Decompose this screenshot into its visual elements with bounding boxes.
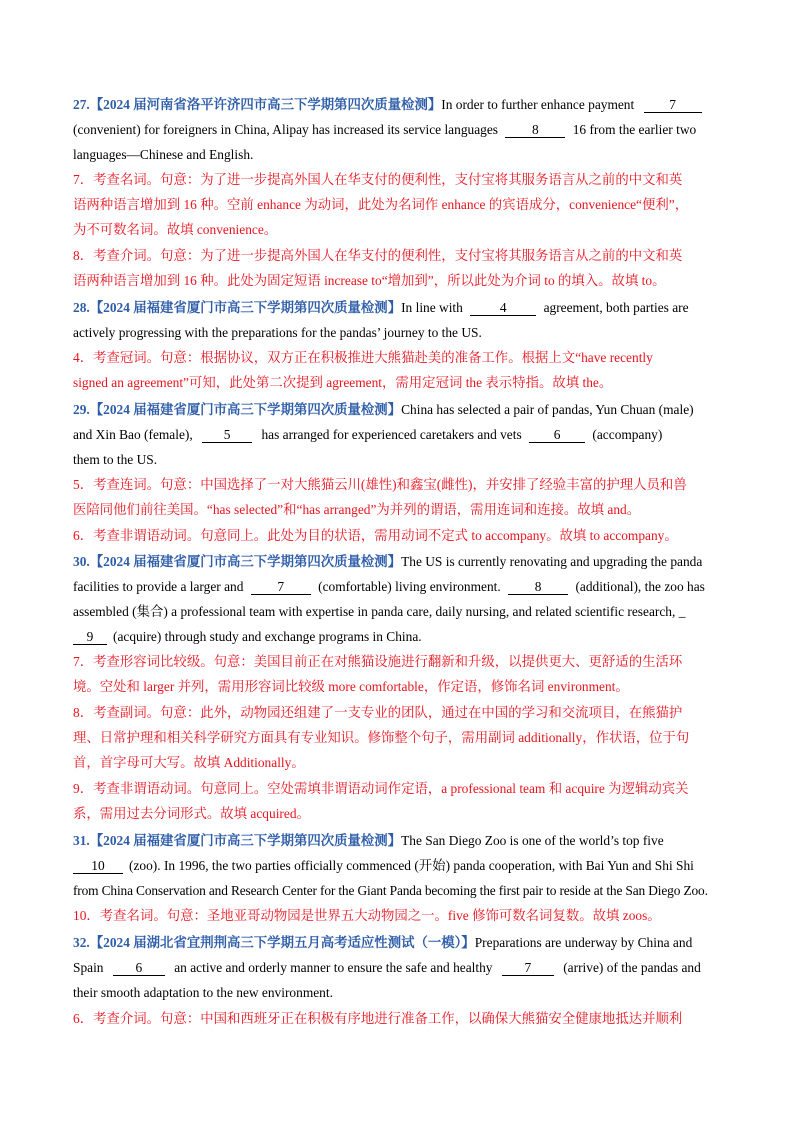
q27-number: 27.: [73, 97, 90, 112]
q27-answer-8-line-2: 语两种语言增加到 16 种。此处为固定短语 increase to“增加到”，所以此处为介词 to 的填入。故填 to。: [73, 273, 666, 288]
q28-answer-4-line-1: 4．考查冠词。句意：根据协议，双方正在积极推进大熊猫赴美的准备工作。根据上文“have recently: [73, 350, 653, 365]
q30-blank-9: 9: [73, 629, 107, 645]
q29-answer-5-line-1: 5．考查连词。句意：中国选择了一对大熊猫云川(雄性)和鑫宝(雌性)，并安排了经验丰富的护理人员和兽: [73, 477, 687, 492]
q27-answer-8-line-1: 8．考查介词。句意：为了进一步提高外国人在华支付的便利性，支付宝将其服务语言从之前的中文和英: [73, 248, 683, 263]
q32-line-2: [73, 959, 701, 977]
q30-underscore: _: [678, 604, 686, 619]
q28-number: 28.: [73, 300, 90, 315]
q30-number: 30.: [73, 554, 90, 569]
q30-line-3: [73, 603, 685, 621]
q29-line-2: [73, 426, 662, 444]
q30-text: (additional), the zoo has: [575, 579, 705, 594]
q27-blank-7: 7: [644, 97, 702, 113]
q31-text: The San Diego Zoo is one of the world’s top five: [401, 833, 664, 848]
q32-text: (arrive) of the pandas and: [563, 960, 701, 975]
q27-line-3: languages—Chinese and English.: [73, 147, 254, 162]
q32-line-3: their smooth adaptation to the new environment.: [73, 985, 333, 1000]
q32-number: 32.: [73, 935, 90, 950]
q28-line-2: actively progressing with the preparations for the pandas’ journey to the US.: [73, 325, 482, 340]
q27-blank-8: 8: [505, 122, 565, 138]
q29-text: and Xin Bao (female),: [73, 427, 193, 442]
q32-answer-6-line-1: 6．考查介词。句意：中国和西班牙正在积极有序地进行准备工作，以确保大熊猫安全健康地抵达并顺利: [73, 1011, 683, 1026]
q27-text: In order to further enhance payment: [441, 97, 635, 112]
q30-source: 【2024 届福建省厦门市高三下学期第四次质量检测】: [89, 554, 402, 569]
q27-line-2: [73, 121, 696, 139]
q27-answer-7-line-1: 7．考查名词。句意：为了进一步提高外国人在华支付的便利性，支付宝将其服务语言从之前的中文和英: [73, 172, 683, 187]
q29-line-1: [73, 401, 694, 419]
q32-blank-7: 7: [502, 960, 554, 976]
q29-text: China has selected a pair of pandas, Yun Chuan (male): [401, 402, 694, 417]
q32-text: an active and orderly manner to ensure the safe and healthy: [174, 960, 493, 975]
q32-source: 【2024 届湖北省宜荆荆高三下学期五月高考适应性测试（一模）】: [89, 935, 475, 950]
q28-source: 【2024 届福建省厦门市高三下学期第四次质量检测】: [89, 300, 402, 315]
q32-blank-6: 6: [113, 960, 165, 976]
q28-blank-4: 4: [470, 300, 536, 316]
q29-answer-5-line-2: 医陪同他们前往美国。“has selected”和“has arranged”为并列的谓语，需用连词和连接。故填 and。: [73, 502, 641, 517]
q29-line-3: them to the US.: [73, 452, 158, 467]
q27-line-1: [73, 96, 702, 114]
q30-answer-8-line-3: 首，首字母可大写。故填 Additionally。: [73, 755, 305, 770]
q29-blank-6: 6: [529, 427, 585, 443]
q31-source: 【2024 届福建省厦门市高三下学期第四次质量检测】: [89, 833, 402, 848]
q30-text: The US is currently renovating and upgrading the panda: [401, 554, 703, 569]
q32-text: Spain: [73, 960, 104, 975]
q28-text: agreement, both parties are: [543, 300, 689, 315]
q31-line-3: from China Conservation and Research Center for the Giant Panda becoming the first pair to reside at the San Diego Zoo.: [73, 883, 708, 898]
q31-line-2: [73, 857, 694, 875]
q29-answer-6-line-1: 6．考查非谓语动词。句意同上。此处为目的状语，需用动词不定式 to accompany。故填 to accompany。: [73, 528, 678, 543]
q30-line-2: [73, 578, 705, 596]
q28-line-1: [73, 299, 689, 317]
q27-source: 【2024 届河南省洛平许济四市高三下学期第四次质量检测】: [89, 97, 442, 112]
q30-text: (acquire) through study and exchange programs in China.: [113, 629, 422, 644]
q28-text: In line with: [401, 300, 463, 315]
q30-blank-7: 7: [251, 579, 311, 595]
q28-answer-4-line-2: signed an agreement”可知，此处第二次提到 agreement，需用定冠词 the 表示特指。故填 the。: [73, 375, 613, 390]
q29-text: (accompany): [592, 427, 663, 442]
q30-answer-8-line-1: 8．考查副词。句意：此外，动物园还组建了一支专业的团队，通过在中国的学习和交流项目，在熊猫护: [73, 705, 683, 720]
q31-line-1: [73, 832, 664, 850]
q30-answer-8-line-2: 理、日常护理和相关科学研究方面具有专业知识。修饰整个句子，需用副词 additionally，作状语，位于句: [73, 730, 690, 745]
q27-text: 16 from the earlier two: [572, 122, 697, 137]
q27-answer-7-line-3: 为不可数名词。故填 convenience。: [73, 222, 278, 237]
q30-answer-9-line-2: 系，需用过去分词形式。故填 acquired。: [73, 806, 310, 821]
q27-text: (convenient) for foreigners in China, Alipay has increased its service languages: [73, 122, 499, 137]
q31-number: 31.: [73, 833, 90, 848]
q31-text: (zoo). In 1996, the two parties officially commenced (开始) panda cooperation, with Bai Yun and Shi Shi: [129, 858, 694, 873]
q30-blank-8: 8: [508, 579, 568, 595]
q29-number: 29.: [73, 402, 90, 417]
q29-source: 【2024 届福建省厦门市高三下学期第四次质量检测】: [89, 402, 402, 417]
q30-answer-9-line-1: 9．考查非谓语动词。句意同上。空处需填非谓语动词作定语，a professional team 和 acquire 为逻辑动宾关: [73, 781, 689, 796]
q31-answer-10-line-1: 10．考查名词。句意：圣地亚哥动物园是世界五大动物园之一。five 修饰可数名词复数。故填 zoos。: [73, 908, 661, 923]
q31-blank-10: 10: [73, 858, 123, 874]
q30-line-4: [73, 628, 422, 646]
q32-text: Preparations are underway by China and: [474, 935, 693, 950]
q30-answer-7-line-1: 7．考查形容词比较级。句意：美国目前正在对熊猫设施进行翻新和升级，以提供更大、更舒适的生活环: [73, 654, 683, 669]
q32-line-1: [73, 934, 692, 952]
q29-text: has arranged for experienced caretakers and vets: [261, 427, 522, 442]
q30-text: facilities to provide a larger and: [73, 579, 244, 594]
q27-answer-7-line-2: 语两种语言增加到 16 种。空前 enhance 为动词，此处为名词作 enhance 的宾语成分，convenience“便利”，: [73, 197, 689, 212]
q30-text: assembled (集合) a professional team with expertise in panda care, daily nursing, and related scientific research,: [73, 604, 676, 619]
q30-text: (comfortable) living environment.: [318, 579, 501, 594]
q29-blank-5: 5: [202, 427, 252, 443]
q30-line-1: [73, 553, 702, 571]
q30-answer-7-line-2: 境。空处和 larger 并列，需用形容词比较级 more comfortable，作定语，修饰名词 environment。: [73, 679, 629, 694]
